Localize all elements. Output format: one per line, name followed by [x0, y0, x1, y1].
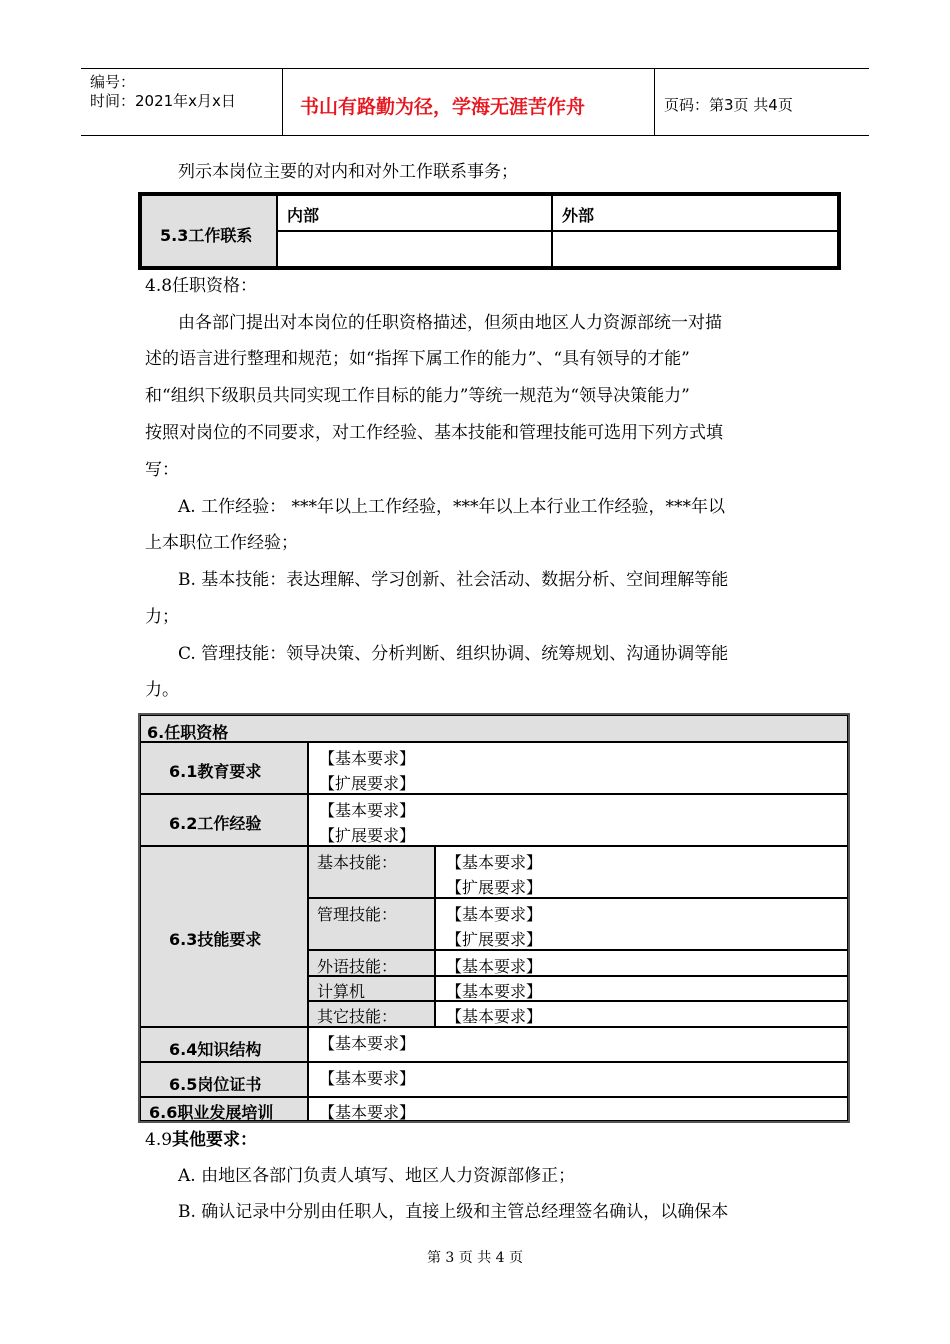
basic-requirement: 【基本要求】 [319, 1069, 416, 1088]
skill-computer-value [435, 976, 848, 1001]
contact-table [138, 192, 841, 270]
item-a-line1: A. 工作经验： ***年以上工作经验，***年以上本行业工作经验，***年以 [178, 497, 725, 517]
internal-value-cell [277, 231, 552, 267]
paragraph-line: 述的语言进行整理和规范；如“指挥下属工作的能力”、“具有领导的才能” [145, 349, 690, 369]
intro-text: 列示本岗位主要的对内和对外工作联系事务； [178, 162, 518, 182]
external-header: 外部 [562, 206, 595, 225]
item-a-line2: 上本职位工作经验； [145, 533, 298, 553]
skill-other-cell [308, 1001, 435, 1027]
skill-other-value [435, 1001, 848, 1027]
header-page-info: 页码：第3页 共4页 [664, 96, 793, 114]
skill-basic-value [435, 846, 848, 898]
item-c-line1: C. 管理技能：领导决策、分析判断、组织协调、统筹规划、沟通协调等能 [178, 644, 729, 664]
section-49-item-a: A. 由地区各部门负责人填写、地区人力资源部修正； [178, 1166, 576, 1186]
section-49-heading: 其他要求： [172, 1130, 258, 1150]
exp-value-cell [308, 794, 848, 846]
basic-requirement: 【基本要求】 [319, 749, 416, 768]
item-c-line2: 力。 [145, 680, 179, 700]
paragraph-line: 写： [145, 460, 179, 480]
skill-basic-cell [308, 846, 435, 898]
edu-label: 6.1教育要求 [169, 762, 262, 781]
contact-label: 5.3工作联系 [160, 226, 253, 245]
basic-requirement: 【基本要求】 [319, 801, 416, 820]
skill-mgmt-label: 管理技能： [317, 905, 398, 924]
exp-label: 6.2工作经验 [169, 814, 262, 833]
skill-language-value [435, 950, 848, 976]
career-label: 6.6职业发展培训 [149, 1103, 274, 1122]
page-footer: 第 3 页 共 4 页 [426, 1250, 524, 1266]
basic-requirement: 【基本要求】 [446, 982, 543, 1001]
knowledge-label: 6.4知识结构 [169, 1040, 262, 1059]
contact-label-cell [141, 195, 277, 267]
edu-value-cell [308, 742, 848, 794]
career-value-cell [308, 1097, 848, 1121]
header-bottom-rule [81, 135, 869, 136]
extended-requirement: 【扩展要求】 [319, 826, 416, 845]
internal-header-cell [277, 195, 552, 231]
cert-label: 6.5岗位证书 [169, 1075, 262, 1094]
section-49-item-b: B. 确认记录中分别由任职人，直接上级和主管总经理签名确认，以确保本 [178, 1202, 729, 1222]
section-48-title: 4.8任职资格： [145, 276, 258, 296]
basic-requirement: 【基本要求】 [319, 1103, 416, 1122]
skill-other-label: 其它技能： [317, 1007, 398, 1026]
header-top-rule [81, 68, 869, 69]
internal-header: 内部 [287, 206, 320, 225]
basic-requirement: 【基本要求】 [446, 957, 543, 976]
basic-requirement: 【基本要求】 [446, 905, 543, 924]
skill-language-cell [308, 950, 435, 976]
header-divider-left [282, 68, 283, 136]
qual-title: 6.任职资格 [147, 723, 229, 742]
skill-language-label: 外语技能： [317, 957, 398, 976]
exp-label-cell [140, 794, 308, 846]
cert-label-cell [140, 1062, 308, 1097]
skill-basic-label: 基本技能： [317, 853, 398, 872]
paragraph-line: 和“组织下级职员共同实现工作目标的能力”等统一规范为“领导决策能力” [145, 386, 690, 406]
qual-title-cell [140, 715, 848, 742]
header-time-label: 时间：2021年x月x日 [90, 92, 236, 110]
skill-label: 6.3技能要求 [169, 930, 262, 949]
item-b-line1: B. 基本技能：表达理解、学习创新、社会活动、数据分析、空间理解等能 [178, 570, 729, 590]
skill-computer-cell [308, 976, 435, 1001]
section-49-title [145, 1130, 257, 1150]
basic-requirement: 【基本要求】 [446, 1007, 543, 1026]
knowledge-value-cell [308, 1027, 848, 1062]
career-label-cell [140, 1097, 308, 1121]
skill-mgmt-value [435, 898, 848, 950]
skill-mgmt-cell [308, 898, 435, 950]
cert-value-cell [308, 1062, 848, 1097]
paragraph-line: 按照对岗位的不同要求，对工作经验、基本技能和管理技能可选用下列方式填 [145, 423, 723, 443]
edu-label-cell [140, 742, 308, 794]
qualification-table [138, 713, 850, 1123]
extended-requirement: 【扩展要求】 [319, 774, 416, 793]
item-b-line2: 力； [145, 607, 179, 627]
header-divider-right [654, 68, 655, 136]
extended-requirement: 【扩展要求】 [446, 878, 543, 897]
paragraph-line: 由各部门提出对本岗位的任职资格描述，但须由地区人力资源部统一对描 [178, 313, 722, 333]
external-header-cell [552, 195, 838, 231]
header-motto: 书山有路勤为径，学海无涯苦作舟 [300, 96, 586, 118]
extended-requirement: 【扩展要求】 [446, 930, 543, 949]
skill-label-cell [140, 846, 308, 1027]
external-value-cell [552, 231, 838, 267]
section-49-number: 4.9 [145, 1130, 173, 1150]
header-number-label: 编号： [90, 73, 136, 91]
basic-requirement: 【基本要求】 [446, 853, 543, 872]
skill-computer-label: 计算机 [317, 982, 366, 1001]
basic-requirement: 【基本要求】 [319, 1034, 416, 1053]
knowledge-label-cell [140, 1027, 308, 1062]
